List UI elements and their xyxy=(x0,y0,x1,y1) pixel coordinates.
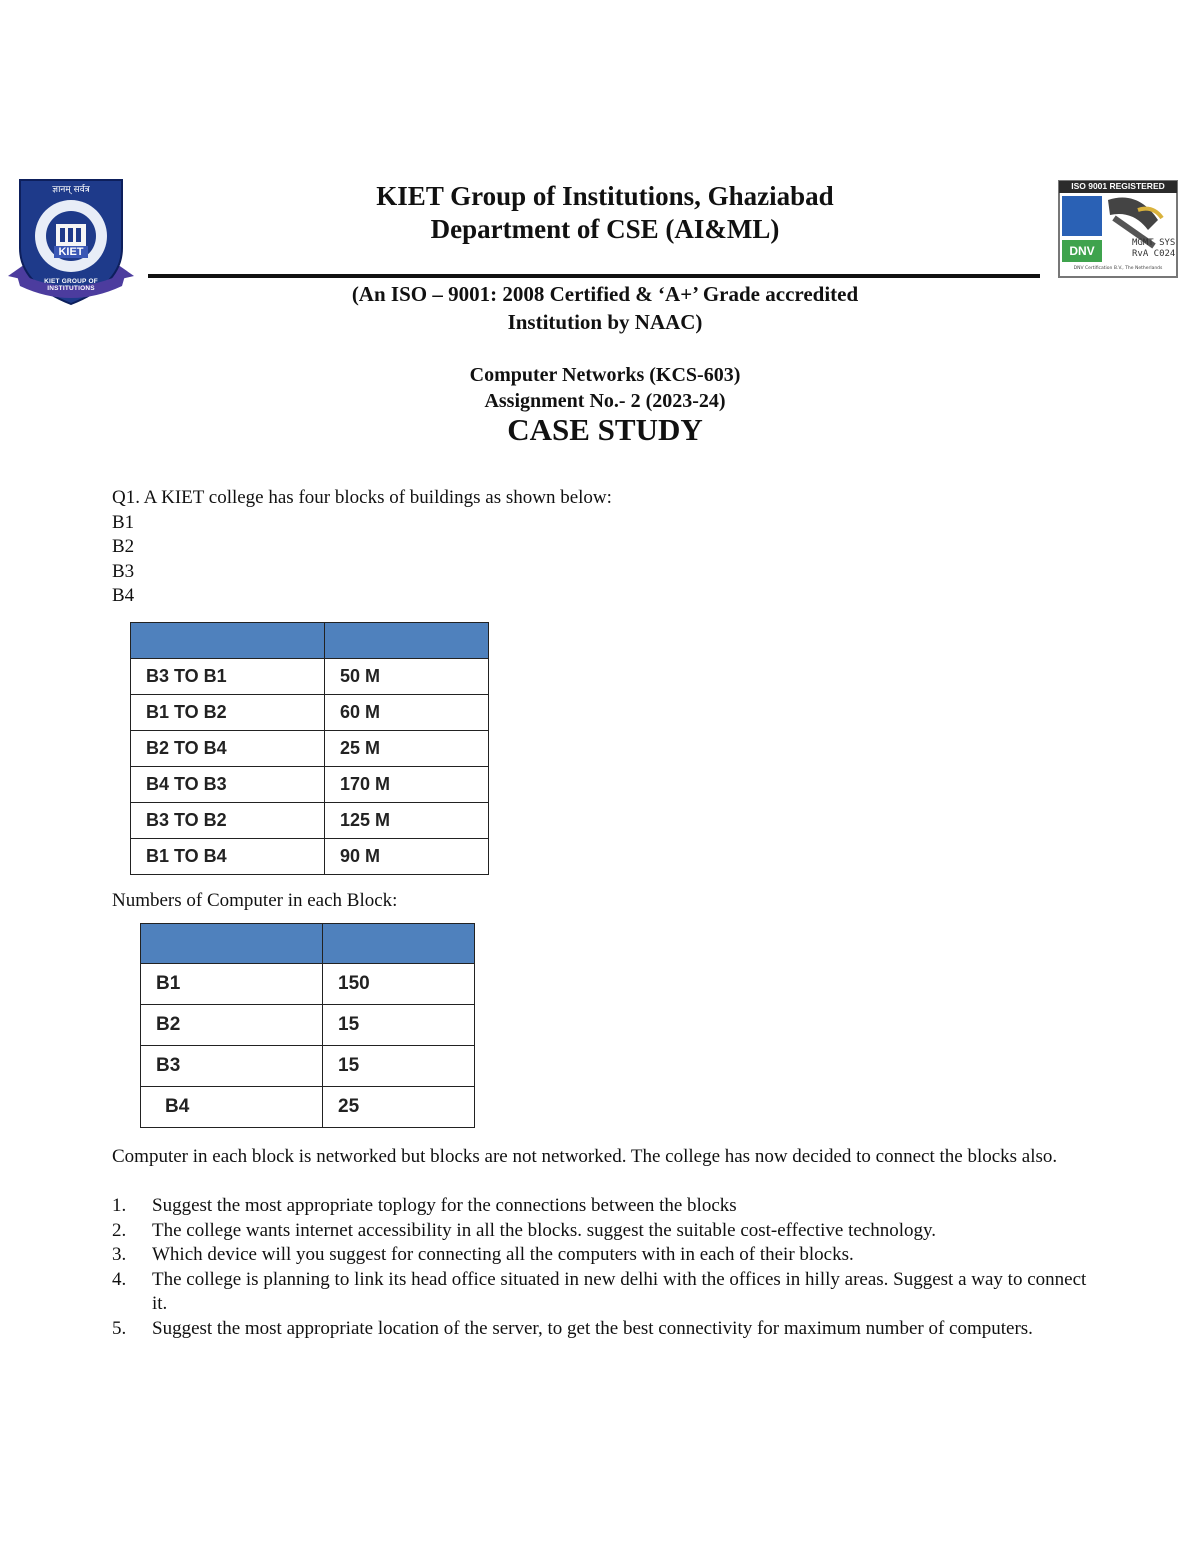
question-text: Q1. A KIET college has four blocks of buildings as shown below: xyxy=(112,487,612,508)
list-item xyxy=(112,1243,1102,1268)
table-cell: B4 TO B3 xyxy=(131,767,325,803)
table-row xyxy=(131,659,489,695)
table-row xyxy=(131,803,489,839)
table-cell: 60 M xyxy=(325,695,489,731)
kiet-logo xyxy=(6,176,136,308)
table-cell: B3 TO B1 xyxy=(131,659,325,695)
table-cell: B2 TO B4 xyxy=(131,731,325,767)
iso-registered-text: ISO 9001 REGISTERED xyxy=(1071,181,1165,191)
accreditation xyxy=(150,280,1060,336)
department-name: Department of CSE (AI&ML) xyxy=(430,214,780,244)
table-row xyxy=(141,1046,475,1087)
task-text: Which device will you suggest for connecting all the computers with in each of their blocks. xyxy=(152,1244,854,1265)
dnv-text: DNV xyxy=(1069,244,1095,258)
task-number: 3. xyxy=(112,1244,127,1265)
table-cell: 90 M xyxy=(325,839,489,875)
course-info xyxy=(150,362,1060,414)
block-label: B2 xyxy=(112,536,135,557)
description-text: Computer in each block is networked but blocks are not networked. The college has now decided to connect the blocks also. xyxy=(112,1146,1058,1167)
table-cell: 170 M xyxy=(325,767,489,803)
table-cell: 150 xyxy=(323,964,475,1005)
list-item xyxy=(112,1268,1102,1317)
table-row xyxy=(141,964,475,1005)
accreditation-line-1: (An ISO – 9001: 2008 Certified & ‘A+’ Grade accredited xyxy=(351,282,859,306)
block-label: B4 xyxy=(112,585,135,606)
table-cell: B2 xyxy=(141,1005,323,1046)
header-divider xyxy=(148,274,1040,278)
table-header-cell xyxy=(141,924,323,964)
task-number: 1. xyxy=(112,1195,127,1216)
assignment-number: Assignment No.- 2 (2023-24) xyxy=(484,390,726,412)
table-row xyxy=(131,695,489,731)
list-item xyxy=(112,1194,1102,1219)
table-cell: 25 M xyxy=(325,731,489,767)
task-number: 4. xyxy=(112,1268,127,1290)
list-item xyxy=(112,1219,1102,1244)
rva-text: MGMT SYS RvA C024 xyxy=(1132,238,1176,259)
question-block xyxy=(112,486,1092,609)
table-row xyxy=(131,731,489,767)
table-cell: 50 M xyxy=(325,659,489,695)
table-header-cell xyxy=(325,623,489,659)
table-cell: B1 TO B4 xyxy=(131,839,325,875)
distance-table xyxy=(130,622,489,875)
computers-table xyxy=(140,923,475,1128)
table-cell: 15 xyxy=(323,1046,475,1087)
logo-top-text: ज्ञानम् सर्वत्र xyxy=(52,185,90,195)
task-text: Suggest the most appropriate location of the server, to get the best connectivity for maximum number of computers. xyxy=(152,1317,1033,1339)
task-text: The college is planning to link its head office situated in new delhi with the offices in hilly areas. Suggest a way to connect it. xyxy=(152,1268,1087,1314)
table-cell: B3 xyxy=(141,1046,323,1087)
table-row xyxy=(141,1087,475,1128)
course-title: Computer Networks (KCS-603) xyxy=(469,364,741,386)
task-number: 5. xyxy=(112,1317,127,1339)
institution-name: KIET Group of Institutions, Ghaziabad xyxy=(376,181,834,211)
institution-header xyxy=(150,180,1060,246)
table-cell: B4 xyxy=(141,1087,323,1128)
computers-label: Numbers of Computer in each Block: xyxy=(112,890,398,911)
table-header-cell xyxy=(131,623,325,659)
table-header-row xyxy=(141,924,475,964)
table-cell: B3 TO B2 xyxy=(131,803,325,839)
iso-certification-logo xyxy=(1058,180,1178,278)
table-cell: B1 TO B2 xyxy=(131,695,325,731)
task-text: The college wants internet accessibility in all the blocks. suggest the suitable cost-effective technology. xyxy=(152,1219,937,1241)
task-list xyxy=(112,1194,1102,1341)
list-item xyxy=(112,1317,1102,1342)
logo-center-text: KIET xyxy=(58,246,84,258)
table-cell: B1 xyxy=(141,964,323,1005)
accreditation-line-2: Institution by NAAC) xyxy=(507,310,703,334)
table-cell: 125 M xyxy=(325,803,489,839)
task-number: 2. xyxy=(112,1219,127,1241)
table-header-row xyxy=(131,623,489,659)
dnv-footer-text: DNV Certification B.V., The Netherlands xyxy=(1073,266,1163,271)
table-row xyxy=(131,767,489,803)
table-row xyxy=(141,1005,475,1046)
document-title: CASE STUDY xyxy=(507,412,703,447)
table-header-cell xyxy=(323,924,475,964)
logo-ring-text: KIET GROUP OF INSTITUTIONS xyxy=(44,278,98,292)
table-cell: 15 xyxy=(323,1005,475,1046)
block-label: B1 xyxy=(112,511,135,533)
table-cell: 25 xyxy=(323,1087,475,1128)
block-label: B3 xyxy=(112,560,135,582)
task-text: Suggest the most appropriate toplogy for the connections between the blocks xyxy=(152,1195,737,1216)
table-row xyxy=(131,839,489,875)
